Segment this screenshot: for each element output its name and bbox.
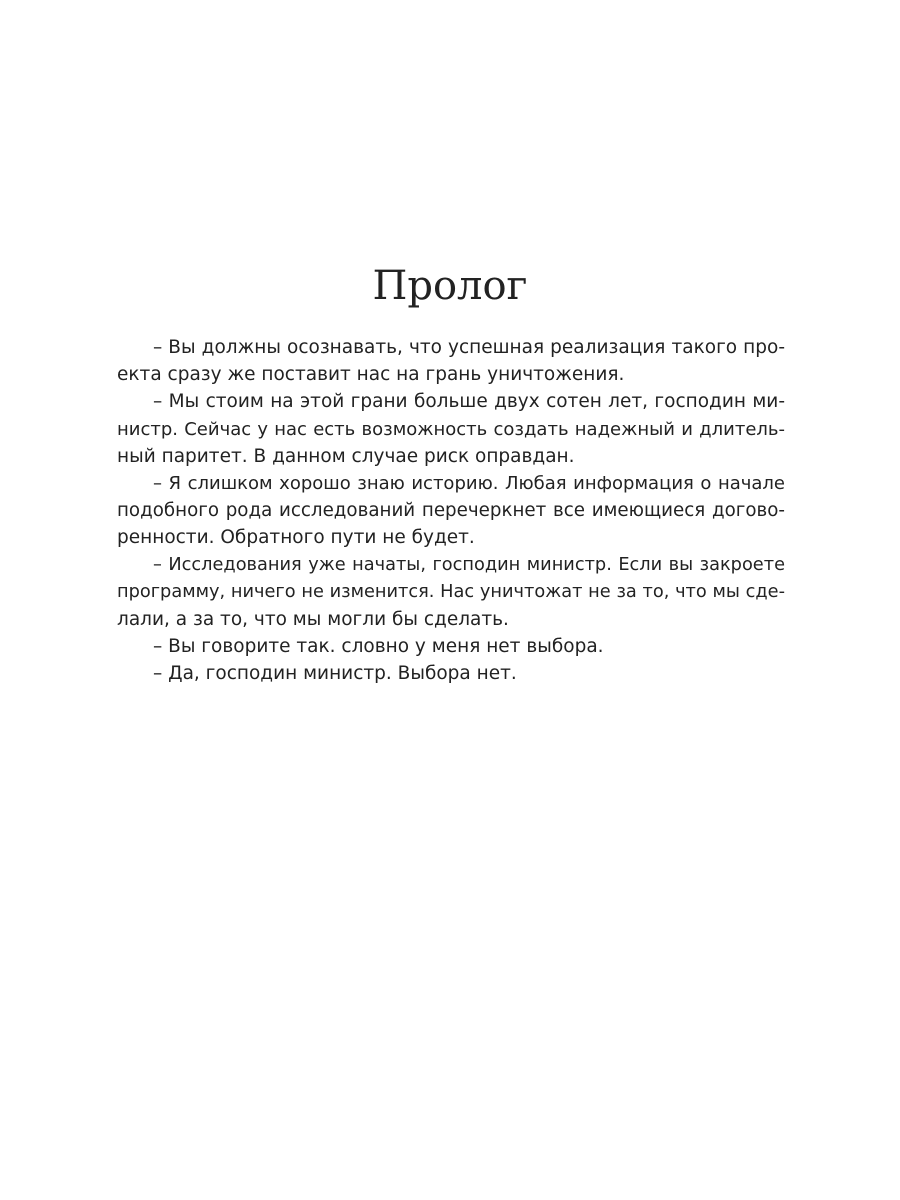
text-line: екта сразу же поставит нас на грань уничтожения. <box>117 364 625 386</box>
text-line: – Исследования уже начаты, господин министр. Если вы закроете <box>153 554 785 575</box>
text-line: лали, а за то, что мы могли бы сделать. <box>117 608 509 630</box>
chapter-title: Пролог <box>372 263 528 309</box>
text-line: программу, ничего не изменится. Нас уничтожат не за то, что мы сде- <box>117 581 785 602</box>
prologue-text <box>117 334 785 687</box>
text-line: – Вы должны осознавать, что успешная реализация такого про- <box>153 337 785 358</box>
text-line: подобного рода исследований перечеркнет все имеющиеся догово- <box>117 500 785 522</box>
text-line: ренности. Обратного пути не будет. <box>117 527 475 549</box>
text-line: – Да, господин министр. Выбора нет. <box>153 663 517 685</box>
paragraph <box>117 660 785 687</box>
paragraph <box>117 633 785 660</box>
text-line: – Мы стоим на этой грани больше двух сотен лет, господин ми- <box>153 391 785 413</box>
text-line: нистр. Сейчас у нас есть возможность создать надежный и длитель- <box>117 418 785 440</box>
paragraph <box>117 388 785 470</box>
paragraph <box>117 334 785 388</box>
text-line: – Вы говорите так. словно у меня нет выбора. <box>153 636 604 658</box>
paragraph <box>117 552 785 634</box>
text-line: ный паритет. В данном случае риск оправдан. <box>117 445 575 467</box>
paragraph <box>117 470 785 552</box>
text-line: – Я слишком хорошо знаю историю. Любая информация о начале <box>153 472 785 494</box>
